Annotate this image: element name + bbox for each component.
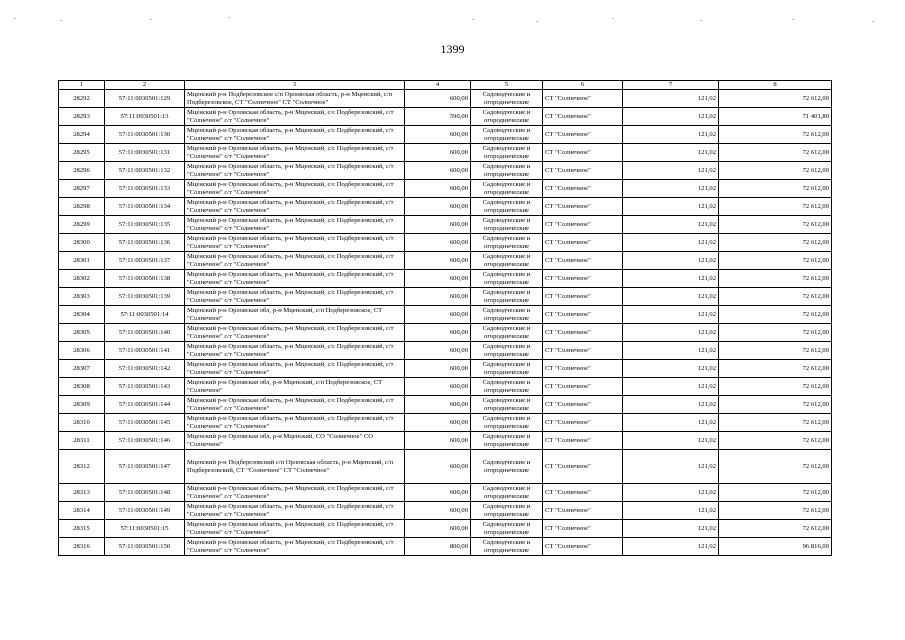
cadastral-value-cell: 72 612,00 — [719, 520, 832, 538]
cadastral-value-cell: 72 612,00 — [719, 378, 832, 396]
address-cell: Мценский р-н Орловская область, р-н Мценский, с/с Подберезовский, с/т "Солнечное" с/т "Солнечное" — [185, 288, 405, 306]
table-row — [59, 288, 832, 306]
table-row — [59, 90, 832, 108]
area-cell: 600,00 — [405, 252, 471, 270]
table-row — [59, 450, 832, 484]
cadastral-number-cell: 57:11:0030501:138 — [105, 270, 185, 288]
cadastral-value-cell: 72 612,00 — [719, 144, 832, 162]
table-row — [59, 432, 832, 450]
cadastral-number-cell: 57:11:0030501:136 — [105, 234, 185, 252]
rate-cell: 121,02 — [623, 484, 719, 502]
cadastral-value-cell: 72 612,00 — [719, 502, 832, 520]
address-cell: Мценский р-н Орловская область, р-н Мценский, с/с Подберезовский, с/т "Солнечное" с/т "Солнечное" — [185, 216, 405, 234]
cadastral-value-cell: 72 612,00 — [719, 90, 832, 108]
row-number-cell: 28301 — [59, 252, 105, 270]
land-use-cell: Садоводческие и огороднические — [471, 126, 543, 144]
row-number-cell: 28292 — [59, 90, 105, 108]
address-cell: Мценский р-н Орловская обл, р-н Мценский, с/п Подберезовское, СТ "Солнечное" — [185, 378, 405, 396]
cadastral-number-cell: 57:11:0030501:140 — [105, 324, 185, 342]
col-header: 3 — [185, 81, 405, 90]
area-cell: 600,00 — [405, 324, 471, 342]
table-row — [59, 324, 832, 342]
land-use-cell: Садоводческие и огороднические — [471, 324, 543, 342]
organization-cell: СТ "Солнечное" — [543, 484, 623, 502]
area-cell: 600,00 — [405, 520, 471, 538]
land-use-cell: Садоводческие и огороднические — [471, 450, 543, 484]
area-cell: 600,00 — [405, 502, 471, 520]
cadastral-number-cell: 57:11:0030501:14 — [105, 306, 185, 324]
organization-cell: СТ "Солнечное" — [543, 162, 623, 180]
rate-cell: 121,02 — [623, 360, 719, 378]
rate-cell: 121,02 — [623, 342, 719, 360]
cadastral-value-cell: 72 612,00 — [719, 306, 832, 324]
cadastral-number-cell: 57:11:0030501:150 — [105, 538, 185, 556]
address-cell: Мценский р-н Орловская область, р-н Мценский, с/с Подберезовский, с/т "Солнечное" с/т "Солнечное" — [185, 270, 405, 288]
cadastral-value-cell: 72 612,00 — [719, 198, 832, 216]
cadastral-number-cell: 57:11:0030501:143 — [105, 378, 185, 396]
rate-cell: 121,02 — [623, 538, 719, 556]
area-cell: 600,00 — [405, 198, 471, 216]
area-cell: 600,00 — [405, 180, 471, 198]
land-use-cell: Садоводческие и огороднические — [471, 396, 543, 414]
land-use-cell: Садоводческие и огороднические — [471, 342, 543, 360]
land-use-cell: Садоводческие и огороднические — [471, 484, 543, 502]
cadastral-value-cell: 71 401,80 — [719, 108, 832, 126]
address-cell: Мценский р-н Орловская область, р-н Мценский, с/с Подберезовский, с/т "Солнечное" с/т "Солнечное" — [185, 252, 405, 270]
cadastral-value-cell: 72 612,00 — [719, 414, 832, 432]
area-cell: 600,00 — [405, 432, 471, 450]
cadastral-number-cell: 57:11:0030501:13 — [105, 108, 185, 126]
row-number-cell: 28298 — [59, 198, 105, 216]
organization-cell: СТ "Солнечное" — [543, 234, 623, 252]
cadastral-value-cell: 72 612,00 — [719, 270, 832, 288]
table-row — [59, 270, 832, 288]
table-row — [59, 144, 832, 162]
address-cell: Мценский р-н Орловская обл, р-н Мценский, с/п Подберезовское, СТ "Солнечное" — [185, 306, 405, 324]
organization-cell: СТ "Солнечное" — [543, 216, 623, 234]
col-header: 6 — [543, 81, 623, 90]
land-use-cell: Садоводческие и огороднические — [471, 270, 543, 288]
row-number-cell: 28314 — [59, 502, 105, 520]
table-row — [59, 234, 832, 252]
cadastral-value-cell: 72 612,00 — [719, 162, 832, 180]
land-use-cell: Садоводческие и огороднические — [471, 90, 543, 108]
table-row — [59, 342, 832, 360]
address-cell: Мценский р-н Орловская область, р-н Мценский, с/с Подберезовский, с/т "Солнечное" с/т "Солнечное" — [185, 484, 405, 502]
address-cell: Мценский р-н Орловская область, р-н Мценский, с/с Подберезовский, с/т "Солнечное" с/т "Солнечное" — [185, 396, 405, 414]
col-header: 8 — [719, 81, 832, 90]
row-number-cell: 28309 — [59, 396, 105, 414]
rate-cell: 121,02 — [623, 144, 719, 162]
organization-cell: СТ "Солнечное" — [543, 270, 623, 288]
table-row — [59, 502, 832, 520]
cadastral-number-cell: 57:11:0030501:149 — [105, 502, 185, 520]
cadastral-number-cell: 57:11:0030501:139 — [105, 288, 185, 306]
row-number-cell: 28307 — [59, 360, 105, 378]
organization-cell: СТ "Солнечное" — [543, 342, 623, 360]
organization-cell: СТ "Солнечное" — [543, 90, 623, 108]
cadastral-value-cell: 72 612,00 — [719, 324, 832, 342]
row-number-cell: 28315 — [59, 520, 105, 538]
cadastral-value-cell: 72 612,00 — [719, 450, 832, 484]
cadastral-value-cell: 72 612,00 — [719, 234, 832, 252]
organization-cell: СТ "Солнечное" — [543, 252, 623, 270]
cadastral-value-cell: 72 612,00 — [719, 484, 832, 502]
rate-cell: 121,02 — [623, 180, 719, 198]
area-cell: 600,00 — [405, 216, 471, 234]
cadastral-number-cell: 57:11:0030501:148 — [105, 484, 185, 502]
row-number-cell: 28299 — [59, 216, 105, 234]
area-cell: 600,00 — [405, 144, 471, 162]
rate-cell: 121,02 — [623, 502, 719, 520]
table-row — [59, 378, 832, 396]
land-use-cell: Садоводческие и огороднические — [471, 360, 543, 378]
land-use-cell: Садоводческие и огороднические — [471, 538, 543, 556]
rate-cell: 121,02 — [623, 288, 719, 306]
cadastral-number-cell: 57:11:0030501:129 — [105, 90, 185, 108]
address-cell: Мценский р-н Орловская область, р-н Мценский, с/с Подберезовский, с/т "Солнечное" с/т "Солнечное" — [185, 538, 405, 556]
row-number-cell: 28293 — [59, 108, 105, 126]
cadastral-number-cell: 57:11:0030501:133 — [105, 180, 185, 198]
land-use-cell: Садоводческие и огороднические — [471, 502, 543, 520]
col-header: 7 — [623, 81, 719, 90]
address-cell: Мценский р-н Орловская обл, р-н Мценский, СО "Солнечное" СО "Солнечное" — [185, 432, 405, 450]
cadastral-value-cell: 72 612,00 — [719, 216, 832, 234]
organization-cell: СТ "Солнечное" — [543, 396, 623, 414]
address-cell: Мценский р-н Орловская область, р-н Мценский, с/с Подберезовский, с/т "Солнечное" с/т "Солнечное" — [185, 502, 405, 520]
page-number: 1399 — [440, 42, 465, 56]
cadastral-number-cell: 57:11:0030501:137 — [105, 252, 185, 270]
area-cell: 800,00 — [405, 538, 471, 556]
col-header: 1 — [59, 81, 105, 90]
area-cell: 600,00 — [405, 378, 471, 396]
land-use-cell: Садоводческие и огороднические — [471, 306, 543, 324]
address-cell: Мценский р-н Орловская область, р-н Мценский, с/с Подберезовский, с/т "Солнечное" с/т "Солнечное" — [185, 414, 405, 432]
col-header: 2 — [105, 81, 185, 90]
cadastral-number-cell: 57:11:0030501:144 — [105, 396, 185, 414]
organization-cell: СТ "Солнечное" — [543, 538, 623, 556]
row-number-cell: 28316 — [59, 538, 105, 556]
address-cell: Мценский р-н Орловская область, р-н Мценский, с/с Подберезовский, с/т "Солнечное" с/т "Солнечное" — [185, 360, 405, 378]
organization-cell: СТ "Солнечное" — [543, 520, 623, 538]
area-cell: 600,00 — [405, 360, 471, 378]
land-use-cell: Садоводческие и огороднические — [471, 144, 543, 162]
row-number-cell: 28302 — [59, 270, 105, 288]
row-number-cell: 28308 — [59, 378, 105, 396]
area-cell: 600,00 — [405, 90, 471, 108]
area-cell: 600,00 — [405, 162, 471, 180]
area-cell: 600,00 — [405, 234, 471, 252]
rate-cell: 121,02 — [623, 126, 719, 144]
organization-cell: СТ "Солнечное" — [543, 180, 623, 198]
row-number-cell: 28294 — [59, 126, 105, 144]
organization-cell: СТ "Солнечное" — [543, 450, 623, 484]
table-row — [59, 520, 832, 538]
cadastral-value-cell: 72 612,00 — [719, 342, 832, 360]
address-cell: Мценский р-н Орловская область, р-н Мценский, с/с Подберезовский, с/т "Солнечное" с/т "Солнечное" — [185, 520, 405, 538]
organization-cell: СТ "Солнечное" — [543, 306, 623, 324]
land-use-cell: Садоводческие и огороднические — [471, 288, 543, 306]
row-number-cell: 28313 — [59, 484, 105, 502]
cadastral-value-cell: 72 612,00 — [719, 396, 832, 414]
land-use-cell: Садоводческие и огороднические — [471, 520, 543, 538]
area-cell: 600,00 — [405, 288, 471, 306]
cadastral-number-cell: 57:11:0030501:15 — [105, 520, 185, 538]
area-cell: 600,00 — [405, 126, 471, 144]
address-cell: Мценский р-н Орловская область, р-н Мценский, с/с Подберезовский, с/т "Солнечное" с/т "Солнечное" — [185, 234, 405, 252]
cadastral-number-cell: 57:11:0030501:146 — [105, 432, 185, 450]
cadastral-value-cell: 72 612,00 — [719, 288, 832, 306]
address-cell: Мценский р-н Орловская область, р-н Мценский, с/с Подберезовский, с/т "Солнечное" с/т "Солнечное" — [185, 126, 405, 144]
table-row — [59, 216, 832, 234]
table-row — [59, 252, 832, 270]
rate-cell: 121,02 — [623, 396, 719, 414]
rate-cell: 121,02 — [623, 270, 719, 288]
cadastral-number-cell: 57:11:0030501:130 — [105, 126, 185, 144]
organization-cell: СТ "Солнечное" — [543, 414, 623, 432]
address-cell: Мценский р-н Орловская область, р-н Мценский, с/с Подберезовский, с/т "Солнечное" с/т "Солнечное" — [185, 342, 405, 360]
table-row — [59, 396, 832, 414]
area-cell: 600,00 — [405, 396, 471, 414]
row-number-cell: 28310 — [59, 414, 105, 432]
row-number-cell: 28304 — [59, 306, 105, 324]
table-row — [59, 538, 832, 556]
row-number-cell: 28303 — [59, 288, 105, 306]
table-row — [59, 180, 832, 198]
area-cell: 600,00 — [405, 484, 471, 502]
rate-cell: 121,02 — [623, 520, 719, 538]
row-number-cell: 28297 — [59, 180, 105, 198]
land-use-cell: Садоводческие и огороднические — [471, 216, 543, 234]
address-cell: Мценский р-н Орловская область, р-н Мценский, с/с Подберезовский, с/т "Солнечное" с/т "Солнечное" — [185, 324, 405, 342]
rate-cell: 121,02 — [623, 108, 719, 126]
organization-cell: СТ "Солнечное" — [543, 324, 623, 342]
cadastral-number-cell: 57:11:0030501:134 — [105, 198, 185, 216]
land-use-cell: Садоводческие и огороднические — [471, 180, 543, 198]
organization-cell: СТ "Солнечное" — [543, 126, 623, 144]
row-number-cell: 28305 — [59, 324, 105, 342]
table-row — [59, 198, 832, 216]
cadastral-value-cell: 72 612,00 — [719, 360, 832, 378]
col-header: 4 — [405, 81, 471, 90]
area-cell: 590,00 — [405, 108, 471, 126]
organization-cell: СТ "Солнечное" — [543, 108, 623, 126]
area-cell: 600,00 — [405, 306, 471, 324]
land-use-cell: Садоводческие и огороднические — [471, 432, 543, 450]
area-cell: 600,00 — [405, 270, 471, 288]
cadastral-value-cell: 72 612,00 — [719, 252, 832, 270]
land-use-cell: Садоводческие и огороднические — [471, 108, 543, 126]
cadastral-number-cell: 57:11:0030501:132 — [105, 162, 185, 180]
land-use-cell: Садоводческие и огороднические — [471, 162, 543, 180]
row-number-cell: 28295 — [59, 144, 105, 162]
address-cell: Мценский р-н Орловская область, р-н Мценский, с/с Подберезовский, с/т "Солнечное" с/т "Солнечное" — [185, 180, 405, 198]
land-use-cell: Садоводческие и огороднические — [471, 234, 543, 252]
rate-cell: 121,02 — [623, 198, 719, 216]
cadastral-number-cell: 57:11:0030501:141 — [105, 342, 185, 360]
cadastral-number-cell: 57:11:0030501:145 — [105, 414, 185, 432]
rate-cell: 121,02 — [623, 432, 719, 450]
cadastral-value-cell: 72 612,00 — [719, 432, 832, 450]
table-row — [59, 108, 832, 126]
rate-cell: 121,02 — [623, 306, 719, 324]
rate-cell: 121,02 — [623, 414, 719, 432]
rate-cell: 121,02 — [623, 234, 719, 252]
rate-cell: 121,02 — [623, 324, 719, 342]
cadastral-value-cell: 72 612,00 — [719, 180, 832, 198]
area-cell: 600,00 — [405, 342, 471, 360]
rate-cell: 121,02 — [623, 90, 719, 108]
table-row — [59, 360, 832, 378]
table-row — [59, 484, 832, 502]
row-number-cell: 28311 — [59, 432, 105, 450]
rate-cell: 121,02 — [623, 378, 719, 396]
cadastral-value-cell: 96 816,00 — [719, 538, 832, 556]
register-table — [58, 80, 832, 556]
cadastral-number-cell: 57:11:0030501:131 — [105, 144, 185, 162]
organization-cell: СТ "Солнечное" — [543, 360, 623, 378]
organization-cell: СТ "Солнечное" — [543, 502, 623, 520]
table-row — [59, 306, 832, 324]
row-number-cell: 28300 — [59, 234, 105, 252]
organization-cell: СТ "Солнечное" — [543, 378, 623, 396]
address-cell: Мценский р-н Подберезовский с/п Орловская область, р-н Мценский, с/п Подберезовский, СТ "Солнечное" СТ "Солнечное" — [185, 450, 405, 484]
cadastral-value-cell: 72 612,00 — [719, 126, 832, 144]
rate-cell: 121,02 — [623, 216, 719, 234]
land-use-cell: Садоводческие и огороднические — [471, 378, 543, 396]
row-number-cell: 28296 — [59, 162, 105, 180]
land-use-cell: Садоводческие и огороднические — [471, 252, 543, 270]
land-use-cell: Садоводческие и огороднические — [471, 414, 543, 432]
rate-cell: 121,02 — [623, 162, 719, 180]
organization-cell: СТ "Солнечное" — [543, 432, 623, 450]
rate-cell: 121,02 — [623, 450, 719, 484]
rate-cell: 121,02 — [623, 252, 719, 270]
row-number-cell: 28312 — [59, 450, 105, 484]
address-cell: Мценский р-н Орловская область, р-н Мценский, с/с Подберезовский, с/т "Солнечное" с/т "Солнечное" — [185, 108, 405, 126]
scan-specks — [0, 16, 905, 26]
table-row — [59, 162, 832, 180]
address-cell: Мценский р-н Подберезовское с/п Орловская область, р-н Мценский, с/п Подберезовское, СТ "Солнечное" СТ "Солнечное" — [185, 90, 405, 108]
table-row — [59, 126, 832, 144]
col-header: 5 — [471, 81, 543, 90]
organization-cell: СТ "Солнечное" — [543, 198, 623, 216]
row-number-cell: 28306 — [59, 342, 105, 360]
organization-cell: СТ "Солнечное" — [543, 144, 623, 162]
address-cell: Мценский р-н Орловская область, р-н Мценский, с/с Подберезовский, с/т "Солнечное" с/т "Солнечное" — [185, 144, 405, 162]
table-row — [59, 414, 832, 432]
land-use-cell: Садоводческие и огороднические — [471, 198, 543, 216]
organization-cell: СТ "Солнечное" — [543, 288, 623, 306]
cadastral-number-cell: 57:11:0030501:135 — [105, 216, 185, 234]
address-cell: Мценский р-н Орловская область, р-н Мценский, с/с Подберезовский, с/т "Солнечное" с/т "Солнечное" — [185, 162, 405, 180]
header-row — [59, 81, 832, 90]
address-cell: Мценский р-н Орловская область, р-н Мценский, с/с Подберезовский, с/т "Солнечное" с/т "Солнечное" — [185, 198, 405, 216]
area-cell: 600,00 — [405, 450, 471, 484]
cadastral-number-cell: 57:11:0030501:142 — [105, 360, 185, 378]
cadastral-number-cell: 57:11:0030501:147 — [105, 450, 185, 484]
area-cell: 600,00 — [405, 414, 471, 432]
